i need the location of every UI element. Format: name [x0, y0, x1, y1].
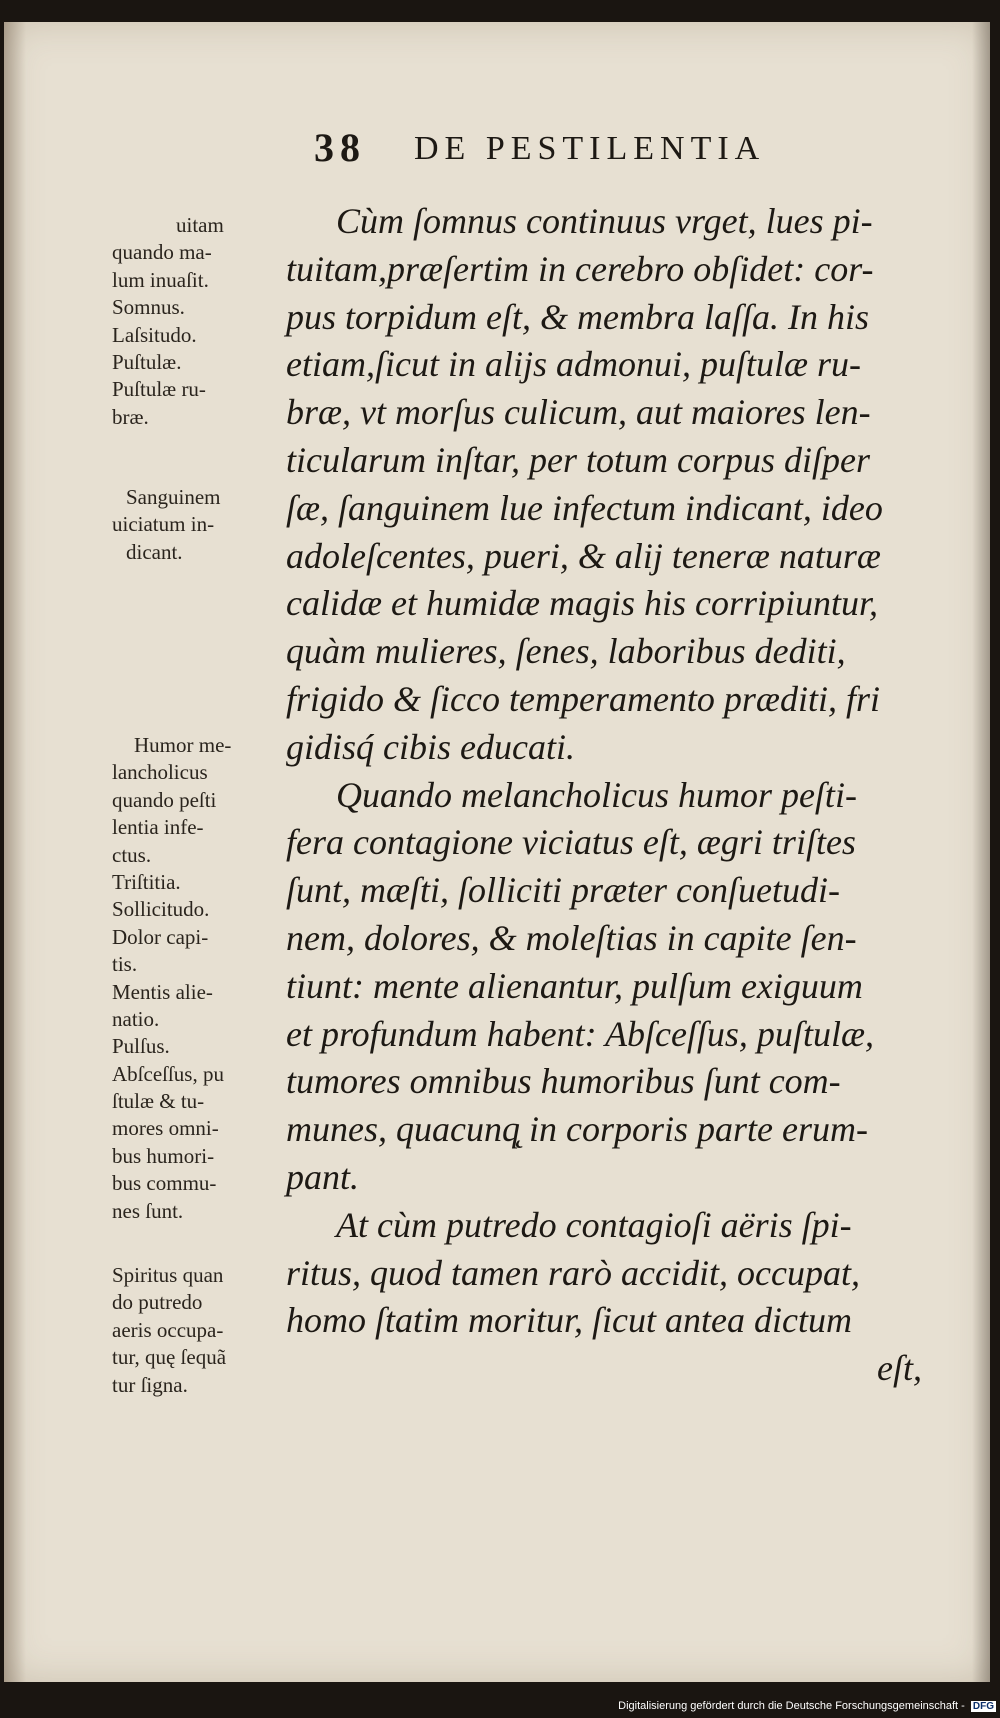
dfg-logo: DFG — [972, 1701, 994, 1712]
margin-note-line: ſtulæ & tu- — [112, 1089, 205, 1114]
text-line: munes, quacunq̨ in corporis parte erum- — [286, 1109, 868, 1150]
margin-note-line: Mentis alie- — [112, 979, 213, 1004]
text-line: tiunt: mente alienantur, pulſum exiguum — [286, 965, 863, 1006]
margin-note-line: Puſtulæ ru- — [112, 377, 206, 402]
running-head — [314, 122, 874, 174]
text-line: homo ſtatim moritur, ſicut antea dictum — [286, 1300, 852, 1341]
margin-note-line: Spiritus quan — [112, 1263, 224, 1287]
catchword: eſt, — [877, 1348, 922, 1389]
margin-note-group — [112, 732, 231, 1225]
digitization-credit — [618, 1700, 996, 1712]
text-line: nem, dolores, & moleſtias in capite ſen- — [286, 917, 857, 958]
margin-note-line: quando peſti — [112, 787, 217, 812]
text-line: adoleſcentes, pueri, & alij teneræ naturæ — [286, 535, 881, 576]
margin-note-line: natio. — [112, 1006, 160, 1031]
margin-note-line: Sanguinem — [126, 485, 221, 509]
text-line: Quando melancholicus humor peſti- — [336, 774, 857, 815]
margin-note-line: Dolor capi- — [112, 924, 209, 949]
text-line: et profundum habent: Abſceſſus, puſtulæ, — [286, 1013, 874, 1054]
text-line: etiam,ſicut in alijs admonui, puſtulæ ru- — [286, 344, 861, 385]
text-line: quàm mulieres, ſenes, laboribus dediti, — [286, 631, 846, 672]
text-line: ticularum inſtar, per totum corpus diſper — [286, 439, 870, 480]
margin-note-line: bus humori- — [112, 1143, 215, 1168]
page-number: 38 — [314, 125, 366, 170]
margin-note-line: lentia infe- — [112, 815, 204, 840]
spine-shadow — [4, 22, 26, 1682]
margin-note-group — [112, 1262, 226, 1399]
text-line: pant. — [286, 1156, 360, 1197]
margin-note-line: Triſtitia. — [112, 869, 181, 894]
text-line: ritus, quod tamen rarò accidit, occupat, — [286, 1252, 860, 1293]
margin-note-line: Humor me- — [134, 733, 232, 757]
margin-note-line: tur ſigna. — [112, 1372, 188, 1397]
margin-note-group — [112, 484, 221, 566]
margin-note-line: bus commu- — [112, 1171, 217, 1196]
margin-note-line: Puſtulæ. — [112, 349, 182, 374]
margin-note-line: Pulſus. — [112, 1034, 170, 1059]
text-line: fera contagione viciatus eſt, ægri triſtes — [286, 822, 856, 863]
margin-note-line: nes ſunt. — [112, 1198, 184, 1223]
margin-note-line: dicant. — [126, 539, 183, 564]
text-line: Cùm ſomnus continuus vrget, lues pi- — [336, 201, 873, 241]
margin-note-line: Sollicitudo. — [112, 897, 210, 922]
page-edge-shadow — [972, 22, 990, 1682]
margin-note-line: Abſceſſus, pu — [112, 1061, 224, 1086]
text-line: bræ, vt morſus culicum, aut maiores len- — [286, 392, 871, 433]
margin-note-group — [112, 212, 224, 431]
text-line: gidisq́ cibis educati. — [286, 726, 575, 767]
margin-note-line: ctus. — [112, 842, 152, 867]
text-line: ſunt, mæſti, ſolliciti præter conſuetudi- — [286, 870, 840, 911]
margin-note-line: aeris occupa- — [112, 1317, 224, 1342]
running-title: DE PESTILENTIA — [414, 130, 766, 167]
margin-note-line: Laſsitudo. — [112, 322, 197, 347]
margin-note-line: do putredo — [112, 1290, 203, 1315]
text-line: tuitam,præſertim in cerebro obſidet: cor- — [286, 248, 874, 289]
margin-note-line: tur, quę ſequã — [112, 1345, 227, 1370]
credit-text: Digitalisierung gefördert durch die Deutsche Forschungsgemeinschaft - — [618, 1700, 965, 1712]
text-line: ſæ, ſanguinem lue infectum indicant, ideo — [286, 487, 883, 528]
main-text — [286, 198, 926, 1393]
margin-note-line: lum inuaſit. — [112, 267, 209, 292]
margin-note-line: uiciatum in- — [112, 512, 215, 537]
text-line: At cùm putredo contagioſi aëris ſpi- — [336, 1204, 852, 1245]
margin-note-line: Somnus. — [112, 295, 185, 320]
margin-note-line: bræ. — [112, 404, 149, 429]
text-line: frigido & ſicco temperamento præditi, fri — [286, 678, 880, 719]
text-line: tumores omnibus humoribus ſunt com- — [286, 1061, 841, 1102]
margin-note-line: mores omni- — [112, 1116, 219, 1141]
margin-note-line: quando ma- — [112, 240, 212, 265]
text-line: pus torpidum eſt, & membra laſſa. In his — [286, 296, 869, 337]
margin-note-line: lancholicus — [112, 760, 208, 785]
margin-note-line: uitam — [176, 213, 224, 237]
text-line: calidæ et humidæ magis his corripiuntur, — [286, 583, 879, 624]
margin-note-line: tis. — [112, 952, 138, 977]
book-page — [4, 22, 990, 1682]
